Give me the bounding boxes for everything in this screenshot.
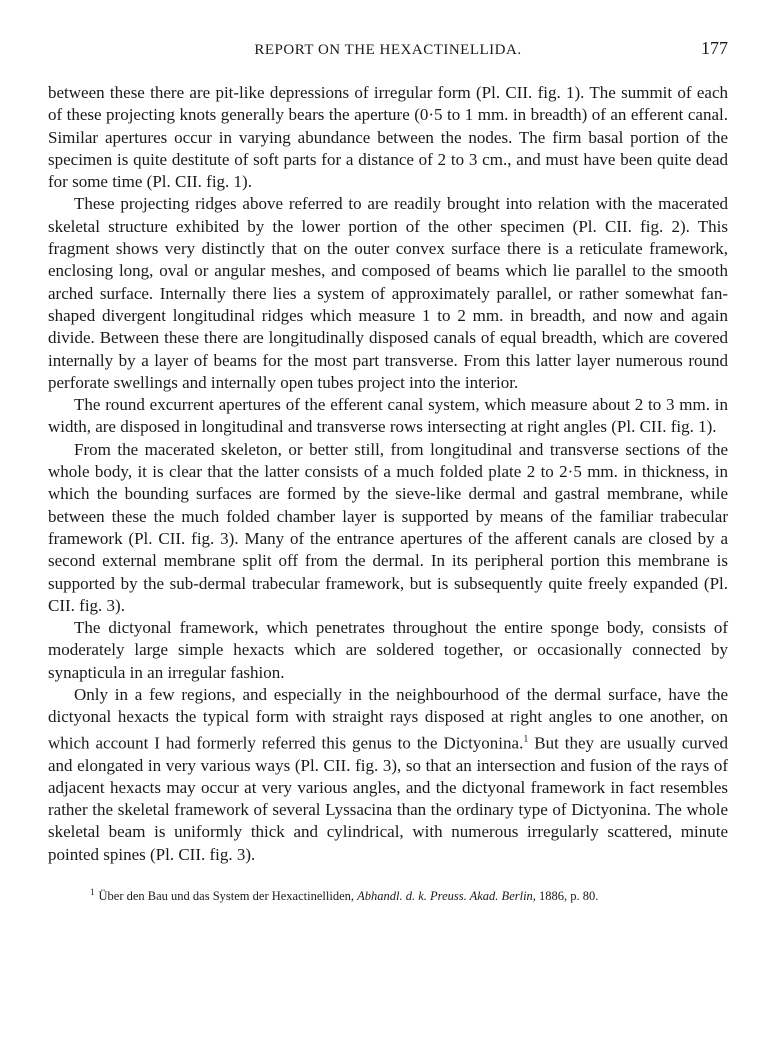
footnote-mark: 1 bbox=[90, 887, 95, 898]
paragraph-6 bbox=[48, 684, 728, 866]
footnote-lead: Über den Bau und das System der Hexactinelliden, bbox=[98, 889, 354, 904]
footnote-journal: Abhandl. d. k. Preuss. Akad. Berlin, bbox=[357, 889, 536, 904]
paragraph-6-text: Only in a few regions, and especially in the neighbourhood of the dermal surface, have the dictyonal hexacts the typical form with straight rays disposed at right angles to one another, on which account I had formerly referred this genus to the Dictyonina. bbox=[48, 685, 728, 753]
page-number: 177 bbox=[701, 38, 728, 58]
footnote bbox=[48, 884, 728, 904]
paragraph-2: These projecting ridges above referred to are readily brought into relation with the macerated skeletal structure exhibited by the lower portion of the other specimen (Pl. CII. fig. 2). This fragment shows very distinctly that on the outer convex surface there is a reticulate framework, enclosing long, oval or angular meshes, and composed of beams which lie parallel to the smooth arched surface. Internally there lies a system of approximately parallel, or rather somewhat fan-shaped divergent longitudinal ridges which measure 1 to 2 mm. in breadth, and now and again divide. Between these there are longitudinally disposed canals of equal breadth, which are covered internally by a layer of beams for the most part transverse. From this latter layer numerous round perforate swellings and internally open tubes project into the interior. bbox=[48, 194, 728, 392]
running-header bbox=[48, 36, 728, 66]
paragraph-4: From the macerated skeleton, or better still, from longitudinal and transverse sections of the whole body, it is clear that the latter consists of a much folded plate 2 to 2·5 mm. in thickness, in which the bounding surfaces are formed by the sieve-like dermal and gastral membrane, while between these the much folded chamber layer is supported by means of the familiar trabecular framework (Pl. CII. fig. 3). Many of the entrance apertures of the afferent canals are closed by a second external membrane split off from the dermal. In its peripheral portion this membrane is supported by the sub-dermal trabecular framework, but is subsequently quite freely expanded (Pl. CII. fig. 3). bbox=[48, 439, 728, 615]
body-text bbox=[48, 82, 728, 866]
running-title: REPORT ON THE HEXACTINELLIDA. bbox=[254, 42, 522, 58]
footnote-tail: 1886, p. 80. bbox=[539, 889, 599, 904]
paragraph-5: The dictyonal framework, which penetrates throughout the entire sponge body, consists of moderately large simple hexacts which are soldered together, or occasionally connected by synapticula in an irregular fashion. bbox=[48, 618, 728, 682]
page bbox=[48, 36, 728, 904]
paragraph-6-continuation: But they are usually curved and elongated in very various ways (Pl. CII. fig. 3), so that an intersection and fusion of the rays of adjacent hexacts may occur at very various angles, and the dictyonal framework in fact resembles rather the skeletal framework of several Lyssacina than the ordinary type of Dictyonina. The whole skeletal beam is uniformly thick and cylindrical, with numerous irregularly scattered, minute pointed spines (Pl. CII. fig. 3). bbox=[48, 733, 729, 864]
paragraph-3: The round excurrent apertures of the efferent canal system, which measure about 2 to 3 mm. in width, are disposed in longitudinal and transverse rows intersecting at right angles (Pl. CII. fig. 1). bbox=[48, 395, 728, 437]
paragraph-1: between these there are pit-like depressions of irregular form (Pl. CII. fig. 1). The summit of each of these projecting knots generally bears the aperture (0·5 to 1 mm. in breadth) of an efferent canal. Similar apertures occur in varying abundance between the nodes. The firm basal portion of the specimen is quite destitute of soft parts for a distance of 2 to 3 cm., and must have been quite dead for some time (Pl. CII. fig. 1). bbox=[48, 83, 728, 192]
footnote-reference: 1 bbox=[523, 733, 529, 745]
